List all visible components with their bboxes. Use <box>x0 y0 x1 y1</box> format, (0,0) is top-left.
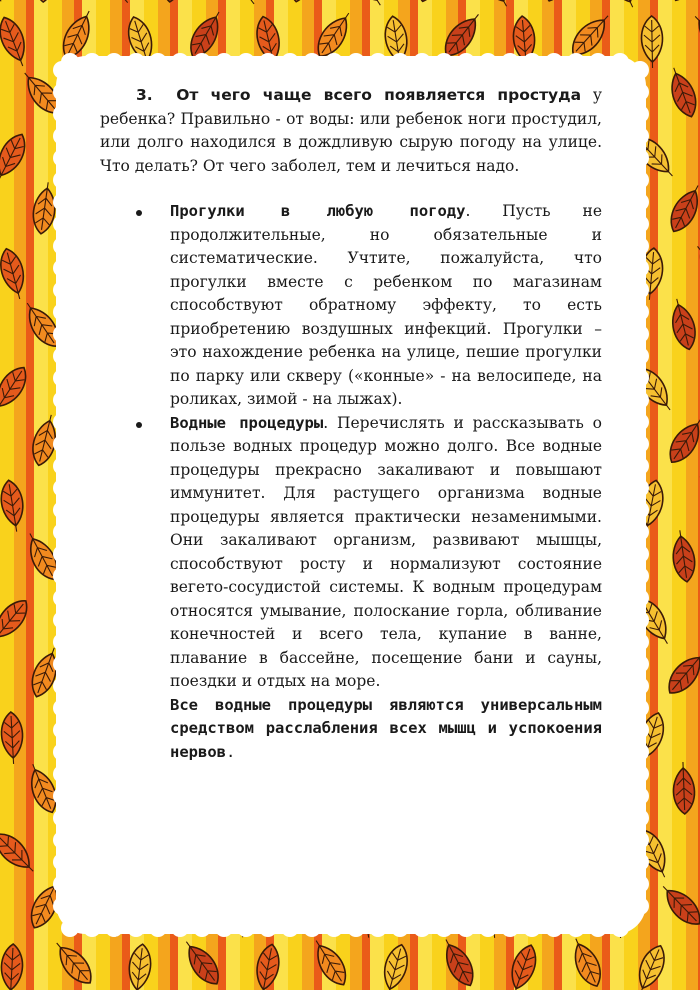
leaf-icon <box>696 934 700 990</box>
leaf-icon <box>666 0 700 4</box>
leaf-icon <box>438 8 487 62</box>
leaf-icon <box>17 66 67 119</box>
leaf-icon <box>252 942 283 990</box>
walks-heading: Прогулки в любую погоду <box>170 202 466 220</box>
leaf-icon <box>693 702 700 758</box>
leaf-icon <box>343 0 389 11</box>
water-closing-end: . <box>226 742 236 761</box>
leaf-icon <box>566 934 606 990</box>
bullet-dot <box>136 422 142 428</box>
leaf-icon <box>0 0 9 9</box>
leaf-icon <box>663 413 700 468</box>
leaf-icon <box>378 942 412 990</box>
intro-paragraph <box>100 84 602 178</box>
leaf-icon <box>286 0 316 3</box>
leaf-icon <box>0 479 27 534</box>
leaf-icon <box>49 936 99 989</box>
leaf-icon <box>689 240 700 294</box>
leaf-icon <box>0 711 24 764</box>
leaf-icon <box>539 0 575 4</box>
item-number: 3. <box>136 86 153 104</box>
water-closing <box>170 694 602 765</box>
leaf-icon <box>28 412 61 468</box>
leaf-icon <box>636 478 667 533</box>
leaf-icon <box>504 942 541 990</box>
leaf-icon <box>0 652 3 708</box>
leaf-icon <box>669 529 697 583</box>
leaf-icon <box>672 762 695 815</box>
leaf-icon <box>126 943 153 990</box>
walks-text: . Пусть не продолжительные, но обязательные и систематические. Учтите, пожалуйста, что прогулки вместе с ребенком по магазинам способствуют обратному эффекту, то есть приобретению воздушных инфекций. Прогулки – это нахождение ребенка на улице, пешие прогулки по парку или скверу («конные» - на велосипеде, на роликах, зимой - на лыжах). <box>170 202 602 408</box>
leaf-icon <box>23 760 62 816</box>
leaf-icon <box>178 936 226 990</box>
leaf-icon <box>688 9 700 61</box>
leaf-icon <box>656 879 700 931</box>
leaf-icon <box>0 130 31 186</box>
leaf-icon <box>565 9 615 62</box>
leaf-icon <box>0 188 7 242</box>
bullet-dot <box>136 210 142 216</box>
water-heading: Водные процедуры <box>170 413 324 432</box>
leaf-icon <box>664 64 700 120</box>
water-closing-bold: Все водные процедуры являются универсальным средством расслабления всех мышц и успокоения нервов <box>170 695 602 761</box>
leaf-icon <box>311 7 357 62</box>
leaf-icon <box>184 7 228 63</box>
leaf-icon <box>159 0 185 3</box>
intro-text: у ребенка? Правильно - от воды: или ребенок ноги простудил, или долго находился в дождливую сырую погоду на улице. Что делать? От чего заболел, тем и лечиться надо. <box>100 86 603 175</box>
leaf-icon <box>21 529 64 585</box>
leaf-icon <box>0 884 1 940</box>
leaf-icon <box>86 0 136 10</box>
leaf-icon <box>19 297 65 352</box>
leaf-icon <box>667 296 700 352</box>
leaf-icon <box>639 247 664 301</box>
leaf-icon <box>0 246 30 302</box>
leaf-icon <box>601 0 642 12</box>
leaf-icon <box>25 876 67 932</box>
leaf-icon <box>0 827 41 879</box>
leaf-icon <box>33 0 56 2</box>
list-item-water <box>100 412 602 765</box>
leaf-icon <box>512 15 537 69</box>
water-text: . Перечислять и рассказывать о пользе водных процедур можно долго. Все водные процедуры прекрасно закаливают и повышают иммунитет. Для растущего организма водные процедуры является практически незаменимыми. Они закаливают организм, развивают мышцы, способствуют росту и нормализуют состояние вегето-сосудистой системы. К водным процедурам относятся умывание, полоскание горла, обливание конечностей и всего тела, купание в ванне, плавание в бассейне, посещение бани и сауны, поездки и отдых на море. <box>170 413 602 690</box>
leaf-icon <box>412 0 445 4</box>
leaf-icon <box>0 594 34 648</box>
intro-question: От чего чаще всего появляется простуда <box>176 86 582 104</box>
article-body <box>100 84 602 764</box>
list-item-walks <box>100 200 602 412</box>
leaf-icon <box>631 942 671 990</box>
leaf-icon <box>641 16 663 68</box>
leaf-icon <box>0 14 33 70</box>
leaf-icon <box>691 471 700 526</box>
leaf-icon <box>0 362 33 417</box>
leaf-icon <box>214 0 262 10</box>
leaf-icon <box>664 181 700 237</box>
leaf-icon <box>0 943 24 990</box>
tips-list <box>100 200 602 764</box>
leaf-icon <box>662 646 700 699</box>
leaf-icon <box>27 644 65 700</box>
leaf-icon <box>307 935 352 990</box>
leaf-icon <box>0 420 5 475</box>
leaf-icon <box>472 0 516 11</box>
leaf-icon <box>31 181 59 235</box>
leaf-icon <box>437 935 480 990</box>
leaf-icon <box>57 6 99 62</box>
